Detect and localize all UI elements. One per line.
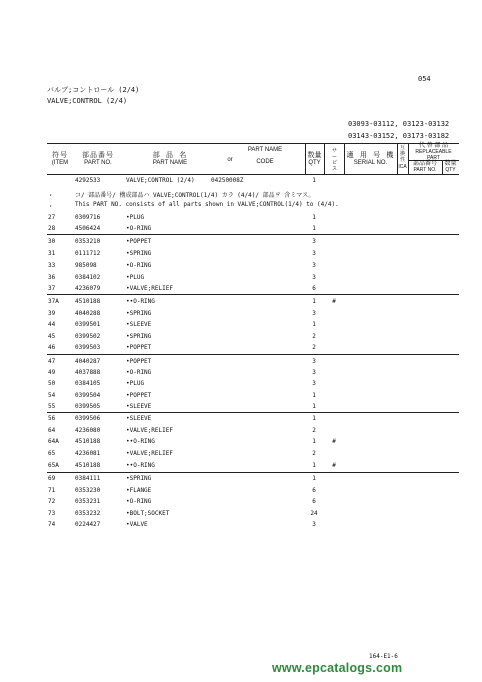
part-name: •POPPET: [126, 238, 152, 245]
part-name: •SPRING: [126, 310, 152, 317]
part-number: 0353231: [75, 498, 101, 505]
item-number: 64: [48, 427, 56, 434]
part-number: 0399503: [75, 344, 101, 351]
quantity: 3: [312, 310, 316, 317]
group-separator: [47, 294, 459, 295]
part-number: 0399505: [75, 403, 101, 410]
header-repl-qty: 数量 QTY: [444, 161, 457, 173]
quantity: 6: [312, 498, 316, 505]
header-repl-part-no: 部品番号 PART NO.: [412, 161, 437, 173]
part-number: 4236080: [75, 427, 101, 434]
part-number: 4236079: [75, 285, 101, 292]
note-english: This PART NO. consists of all parts shown in VALVE;CONTROL(1/4) to (4/4).: [75, 201, 339, 208]
quantity: 1: [312, 462, 316, 469]
item-number: 28: [48, 225, 56, 232]
part-name: •O-RING: [126, 498, 152, 505]
quantity: 1: [312, 321, 316, 328]
quantity: 3: [312, 358, 316, 365]
quantity: 2: [312, 333, 316, 340]
quantity: 3: [312, 250, 316, 257]
header-replaceable-part: 代 替 部 品 REPLACEABLE PART: [415, 143, 452, 161]
part-name: •POPPET: [126, 392, 152, 399]
part-name: •FLANGE: [126, 487, 152, 494]
header-part-no: 部品番号 PART NO.: [82, 151, 114, 166]
part-name: •SPRING: [126, 475, 152, 482]
item-number: 36: [48, 274, 56, 281]
part-name: •PLUG: [126, 380, 145, 387]
group-separator: [47, 354, 459, 355]
part-number: 0224427: [75, 521, 101, 528]
item-number: 64A: [48, 438, 59, 445]
header-bottom-border: [47, 174, 459, 175]
part-name: •POPPET: [126, 344, 152, 351]
quantity: 3: [312, 274, 316, 281]
part-number: 0353230: [75, 487, 101, 494]
group-separator: [47, 472, 459, 473]
title-japanese: バルブ;コントロール (2/4): [47, 86, 140, 94]
header-part-name: 部 品 名 PART NAME: [152, 151, 188, 166]
quantity: 6: [312, 285, 316, 292]
header-qty: 数量 QTY: [307, 151, 322, 166]
item-number: 47: [48, 358, 56, 365]
item-number: 65A: [48, 462, 59, 469]
item-number: 73: [48, 510, 56, 517]
part-number: 0399501: [75, 321, 101, 328]
note-japanese: コ/ 部品番号/ 構成部品ハ VALVE;CONTROL(1/4) カラ (4/4)/ 部品ヲ 含ミマス。: [75, 192, 315, 199]
quantity: 1: [312, 298, 316, 305]
quantity: 3: [312, 521, 316, 528]
part-name: ••O-RING: [126, 462, 155, 469]
item-number: 50: [48, 380, 56, 387]
part-number: 0353232: [75, 510, 101, 517]
part-name: •SPRING: [126, 250, 152, 257]
item-number: 69: [48, 475, 56, 482]
part-name: •VALVE: [126, 521, 148, 528]
item-number: 71: [48, 487, 56, 494]
quantity: 2: [312, 427, 316, 434]
part-name: •PLUG: [126, 214, 145, 221]
item-number: 72: [48, 498, 56, 505]
quantity: 1: [312, 438, 316, 445]
quantity: 1: [312, 392, 316, 399]
header-service: サービス: [331, 148, 337, 172]
quantity: 1: [312, 214, 316, 221]
header-or: or: [227, 157, 233, 163]
part-name: ••O-RING: [126, 438, 155, 445]
quantity: 3: [312, 380, 316, 387]
item-number: 65: [48, 450, 56, 457]
part-number: 4292533: [75, 177, 101, 184]
part-number: 0399506: [75, 415, 101, 422]
item-number: 30: [48, 238, 56, 245]
part-number: 4510188: [75, 462, 101, 469]
quantity: 3: [312, 369, 316, 376]
quantity: 1: [312, 415, 316, 422]
part-name: •VALVE;RELIEF: [126, 450, 173, 457]
part-name: •O-RING: [126, 225, 152, 232]
part-number: 0399502: [75, 333, 101, 340]
serial-range-2: 03143-03152, 03173-03182: [348, 132, 450, 140]
part-number: 4510188: [75, 298, 101, 305]
quantity: 1: [312, 475, 316, 482]
quantity: 2: [312, 450, 316, 457]
note-mark: ,: [49, 201, 53, 208]
note-mark: ,: [49, 190, 53, 197]
part-name: •POPPET: [126, 358, 152, 365]
header-part-name-code: PART NAME CODE: [247, 147, 283, 165]
item-number: 39: [48, 310, 56, 317]
quantity: 1: [312, 177, 316, 184]
part-name: •SLEEVE: [126, 403, 152, 410]
part-number: 0384105: [75, 380, 101, 387]
part-name: •SPRING: [126, 333, 152, 340]
part-number: 0384111: [75, 475, 101, 482]
item-number: 37A: [48, 298, 59, 305]
part-number: 4037888: [75, 369, 101, 376]
part-number: 985098: [75, 262, 97, 269]
part-number: 4510188: [75, 438, 101, 445]
page-title: VALVE;CONTROL (2/4): [47, 97, 128, 105]
item-number: 27: [48, 214, 56, 221]
item-number: 56: [48, 415, 56, 422]
part-name: •VALVE;RELIEF: [126, 285, 173, 292]
part-name: •PLUG: [126, 274, 145, 281]
item-number: 49: [48, 369, 56, 376]
header-ica: 互換性 ICA: [398, 145, 407, 170]
item-number: 54: [48, 392, 56, 399]
quantity: 3: [312, 238, 316, 245]
part-name: •O-RING: [126, 369, 152, 376]
part-name-code: 04250008Z: [211, 177, 244, 184]
part-number: 0353210: [75, 238, 101, 245]
part-name: ••O-RING: [126, 298, 155, 305]
quantity: 2: [312, 344, 316, 351]
part-number: 0399504: [75, 392, 101, 399]
part-number: 0309716: [75, 214, 101, 221]
serial-range-1: 03093-03112, 03123-03132: [348, 120, 450, 128]
part-name: •O-RING: [126, 262, 152, 269]
service-mark: #: [332, 438, 336, 445]
item-number: 33: [48, 262, 56, 269]
part-number: 4040288: [75, 310, 101, 317]
quantity: 1: [312, 403, 316, 410]
page-code: 164-E1-6: [369, 653, 398, 660]
part-name: •VALVE;RELIEF: [126, 427, 173, 434]
header-item: 符号 (ITEM: [51, 151, 69, 166]
quantity: 1: [312, 225, 316, 232]
part-name: •BOLT;SOCKET: [126, 510, 170, 517]
page-number: 054: [418, 75, 431, 83]
quantity: 3: [312, 262, 316, 269]
item-number: 45: [48, 333, 56, 340]
watermark: www.epcatalogs.com: [272, 661, 403, 675]
item-number: 55: [48, 403, 56, 410]
part-name: •SLEEVE: [126, 321, 152, 328]
part-number: 4040287: [75, 358, 101, 365]
service-mark: #: [332, 298, 336, 305]
item-number: 74: [48, 521, 56, 528]
part-name: •SLEEVE: [126, 415, 152, 422]
quantity: 6: [312, 487, 316, 494]
part-number: 4236081: [75, 450, 101, 457]
item-number: 46: [48, 344, 56, 351]
quantity: 24: [310, 510, 318, 517]
part-number: 0111712: [75, 250, 101, 257]
item-number: 44: [48, 321, 56, 328]
part-number: 4506424: [75, 225, 101, 232]
item-number: 37: [48, 285, 56, 292]
header-serial-no: 適 用 号 機 SERIAL NO.: [346, 151, 395, 166]
group-separator: [47, 412, 459, 413]
item-number: 31: [48, 250, 56, 257]
part-number: 0384102: [75, 274, 101, 281]
service-mark: #: [332, 462, 336, 469]
part-name: VALVE;CONTROL (2/4): [126, 177, 195, 184]
group-separator: [47, 234, 459, 235]
